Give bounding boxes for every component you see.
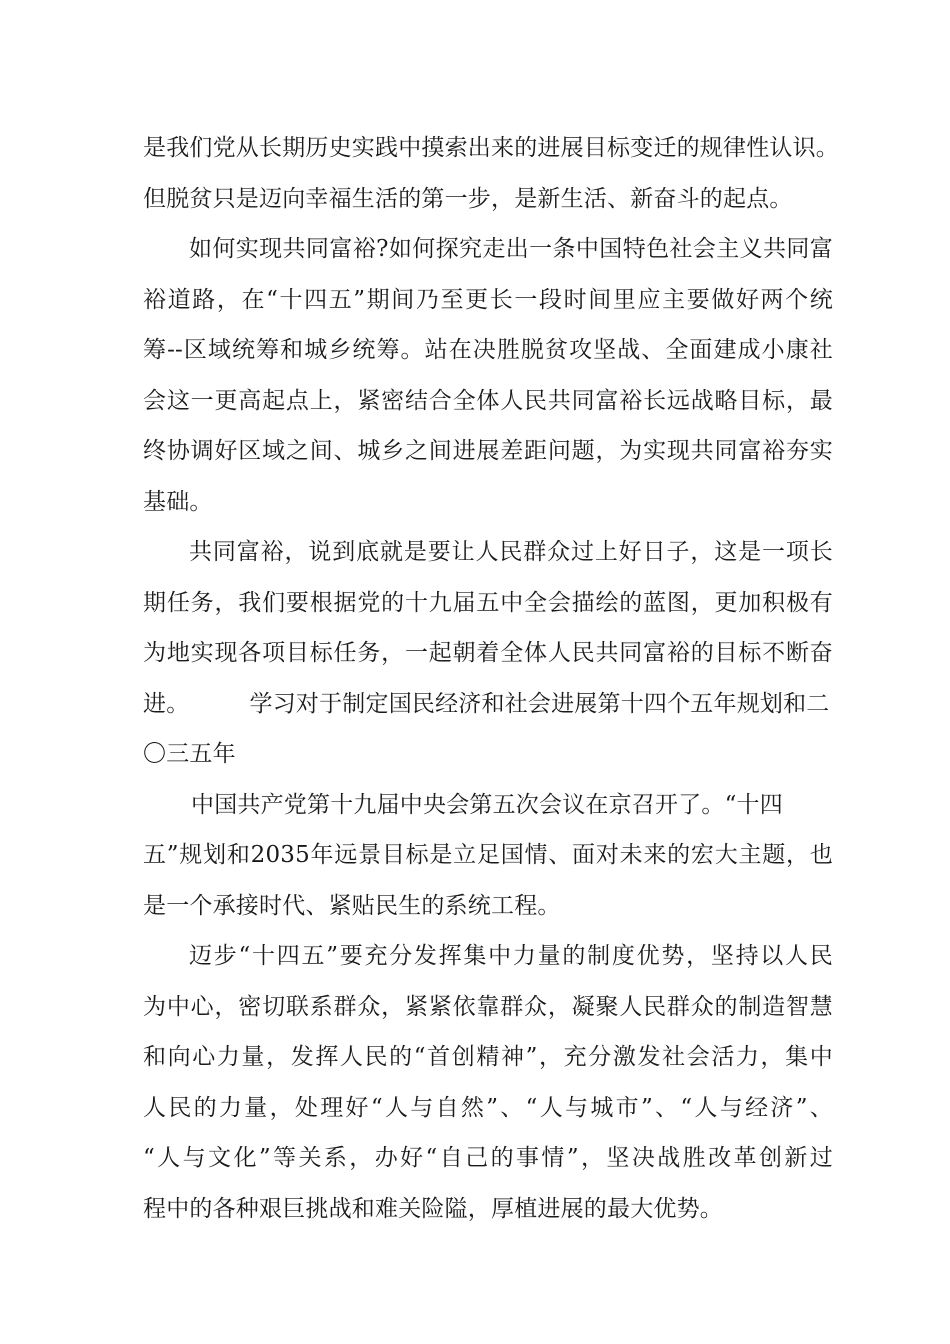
text-line: 是我们党从长期历史实践中摸索出来的进展目标变迁的规律性认识。 (143, 135, 839, 161)
paragraph-start-line: 迈步“十四五”要充分发挥集中力量的制度优势，坚持以人民 (189, 943, 833, 969)
text-line: 裕道路，在“十四五”期间乃至更长一段时间里应主要做好两个统 (143, 286, 833, 313)
text-line: 人民的力量，处理好“人与自然”、“人与城市”、“人与经济”、 (143, 1094, 833, 1121)
text-line: 为中心，密切联系群众，紧紧依靠群众，凝聚人民群众的制造智慧 (143, 993, 833, 1020)
text-line: 筹--区域统筹和城乡统筹。站在决胜脱贫攻坚战、全面建成小康社 (143, 337, 833, 363)
text-line: 终协调好区域之间、城乡之间进展差距问题，为实现共同富裕夯实 (143, 438, 833, 464)
text-line: “人与文化”等关系，办好“自己的事情”，坚决战胜改革创新过 (143, 1145, 833, 1171)
text-line: 程中的各种艰巨挑战和难关险隘，厚植进展的最大优势。 (143, 1195, 723, 1222)
paragraph-start-line: 中国共产党第十九届中央会第五次会议在京召开了。“十四 (191, 791, 783, 818)
text-line: 是一个承接时代、紧贴民生的系统工程。 (143, 892, 561, 919)
text-line: 会这一更高起点上，紧密结合全体人民共同富裕长远战略目标，最 (143, 387, 833, 414)
text-line: 期任务，我们要根据党的十九届五中全会描绘的蓝图，更加积极有 (143, 589, 833, 616)
text-line: 但脱贫只是迈向幸福生活的第一步，是新生活、新奋斗的起点。 (143, 185, 793, 212)
text-line: 为地实现各项目标任务，一起朝着全体人民共同富裕的目标不断奋 (143, 640, 833, 666)
paragraph-start-line: 如何实现共同富裕?如何探究走出一条中国特色社会主义共同富 (189, 236, 833, 262)
text-line: 基础。 (143, 488, 213, 515)
text-line: 进。 学习对于制定国民经济和社会进展第十四个五年规划和二 (143, 690, 830, 717)
text-line: 和向心力量，发挥人民的“首创精神”，充分激发社会活力，集中 (143, 1044, 833, 1070)
text-line: 〇三五年 (143, 741, 236, 767)
document-body (143, 123, 839, 1234)
text-line: 五”规划和2035年远景目标是立足国情、面对未来的宏大主题，也 (143, 842, 833, 868)
paragraph-start-line: 共同富裕，说到底就是要让人民群众过上好日子，这是一项长 (189, 539, 833, 565)
